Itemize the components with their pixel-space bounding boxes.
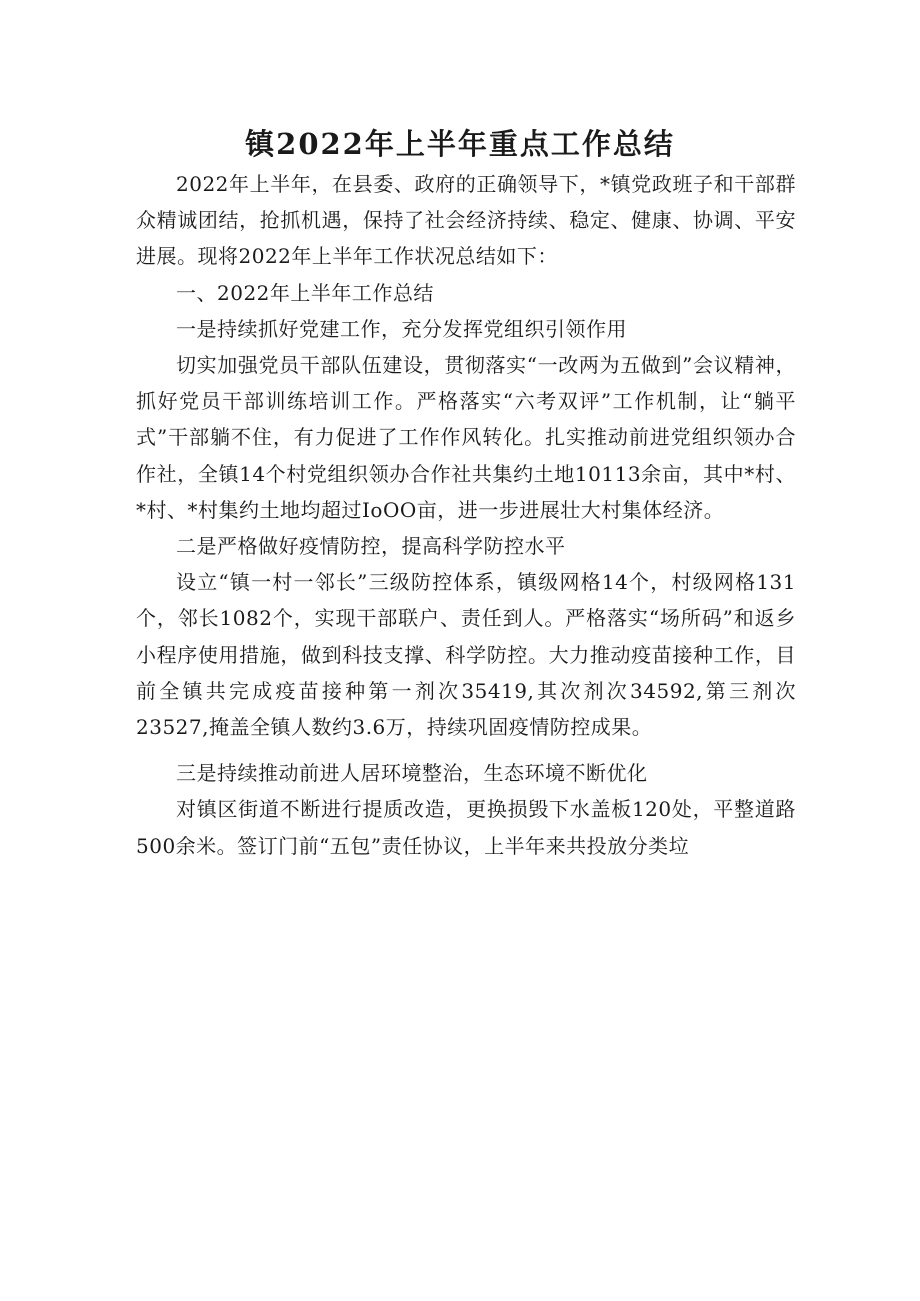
paragraph-environment: 对镇区街道不断进行提质改造，更换损毁下水盖板120处，平整道路500余米。签订门前“五包”责任协议，上半年来共投放分类垃 (136, 797, 796, 858)
subheading-party-building: 一是持续抓好党建工作，充分发挥党组织引领作用 (176, 316, 627, 341)
subheading-environment: 三是持续推动前进人居环境整治，生态环境不断优化 (176, 761, 648, 786)
document-body (136, 166, 796, 864)
section-heading: 一、2022年上半年工作总结 (176, 280, 434, 305)
paragraph-party-building: 切实加强党员干部队伍建设，贯彻落实“一改两为五做到”会议精神，抓好党员干部训练培训工作。严格落实“六考双评”工作机制，让“躺平式”干部躺不住，有力促进了工作作风转化。扎实推动前进党组织领办合作社，全镇14个村党组织领办合作社共集约土地10113余亩，其中*村、*村、*村集约土地均超过IoOO亩，进一步进展壮大村集体经济。 (136, 353, 796, 522)
paragraph-intro: 2022年上半年，在县委、政府的正确领导下，*镇党政班子和干部群众精诚团结，抢抓机遇，保持了社会经济持续、稳定、健康、协调、平安进展。现将2022年上半年工作状况总结如下： (136, 172, 796, 269)
subheading-epidemic-control: 二是严格做好疫情防控，提高科学防控水平 (176, 534, 566, 559)
document-title: 镇2022年上半年重点工作总结 (245, 127, 675, 161)
paragraph-epidemic-control: 设立“镇一村一邻长”三级防控体系，镇级网格14个，村级网格131个，邻长1082个，实现干部联户、责任到人。严格落实“场所码”和返乡小程序使用措施，做到科技支撑、科学防控。大力推动疫苗接种工作，目前全镇共完成疫苗接种第一剂次35419,其次剂次34592,第三剂次23527,掩盖全镇人数约3.6万，持续巩固疫情防控成果。 (136, 570, 796, 740)
